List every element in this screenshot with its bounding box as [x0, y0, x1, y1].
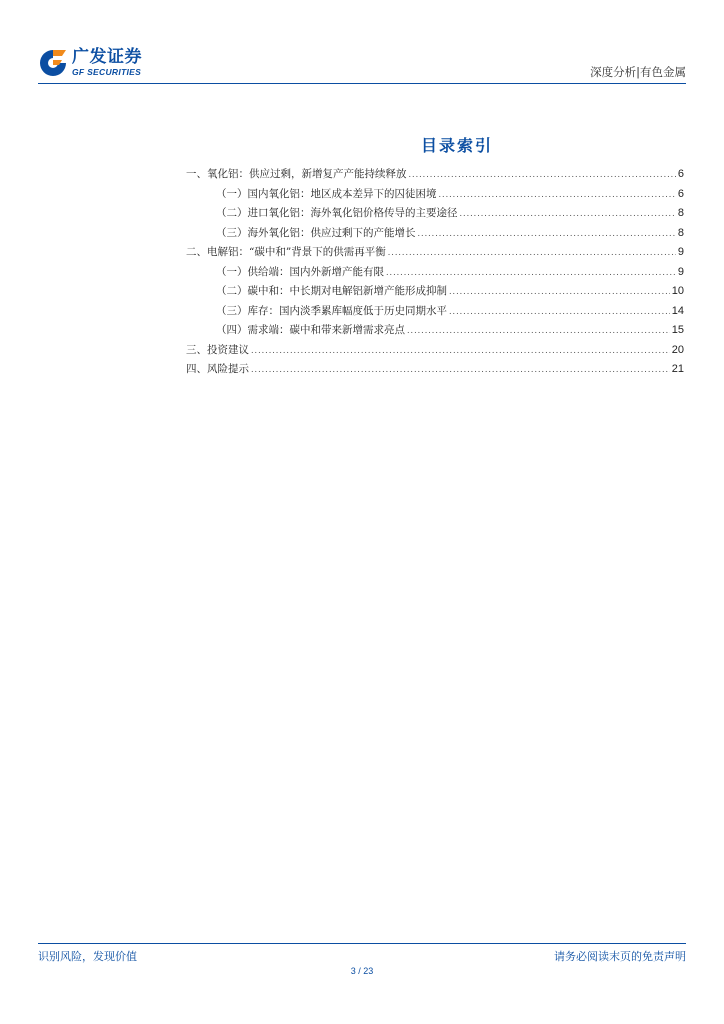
- toc-leader-dots: [418, 229, 676, 238]
- toc-entry-label: （一）供给端：国内外新增产能有限: [216, 265, 384, 278]
- toc-entry-page: 15: [671, 324, 684, 336]
- toc-leader-dots: [407, 326, 670, 335]
- toc-entry[interactable]: [186, 186, 684, 206]
- toc-entry[interactable]: [186, 166, 684, 186]
- toc-title: 目录索引: [420, 136, 493, 155]
- company-logo: [38, 48, 142, 78]
- logo-chinese-name: 广发证券: [72, 47, 142, 68]
- toc-entry-label: （四）需求端：碳中和带来新增需求亮点: [216, 324, 405, 336]
- toc-entry-page: 20: [671, 343, 684, 356]
- toc-leader-dots: [386, 268, 676, 277]
- toc-leader-dots: [409, 170, 676, 179]
- toc-entry-page: 8: [677, 207, 684, 219]
- toc-entry[interactable]: [186, 244, 684, 264]
- toc-entry-page: 6: [677, 187, 684, 200]
- toc-entry[interactable]: [186, 283, 684, 303]
- toc-entry-label: 一、氧化铝：供应过剩，新增复产产能持续释放: [186, 168, 407, 180]
- toc-entry-label: （二）进口氧化铝：海外氧化铝价格传导的主要途径: [216, 207, 458, 219]
- header-divider: [38, 83, 686, 84]
- toc-entry-label: （三）库存：国内淡季累库幅度低于历史同期水平: [216, 304, 447, 317]
- toc-entry-page: 9: [677, 265, 684, 278]
- toc-leader-dots: [460, 209, 676, 218]
- table-of-contents: [186, 166, 684, 381]
- toc-entry[interactable]: [186, 342, 684, 362]
- footer-disclaimer-note: 请务必阅读末页的免责声明: [554, 950, 686, 963]
- toc-entry-page: 10: [671, 285, 684, 297]
- page-number: 3 / 23: [350, 966, 374, 976]
- toc-entry-page: 9: [677, 246, 684, 258]
- toc-entry[interactable]: [186, 264, 684, 284]
- toc-entry[interactable]: [186, 225, 684, 245]
- toc-leader-dots: [251, 346, 670, 355]
- toc-entry-page: 6: [677, 168, 684, 180]
- footer-divider: [38, 943, 686, 944]
- toc-leader-dots: [449, 307, 670, 316]
- logo-english-name: GF SECURITIES: [72, 67, 142, 78]
- toc-leader-dots: [388, 248, 676, 257]
- footer-slogan: 识别风险，发现价值: [38, 950, 137, 963]
- toc-entry-label: （三）海外氧化铝：供应过剩下的产能增长: [216, 226, 416, 239]
- toc-entry[interactable]: [186, 205, 684, 225]
- toc-leader-dots: [439, 190, 676, 199]
- toc-entry[interactable]: [186, 361, 684, 381]
- toc-leader-dots: [251, 365, 670, 374]
- toc-entry[interactable]: [186, 322, 684, 342]
- toc-entry-label: 三、投资建议: [186, 343, 249, 356]
- toc-entry[interactable]: [186, 303, 684, 323]
- toc-entry-label: （二）碳中和：中长期对电解铝新增产能形成抑制: [216, 285, 447, 297]
- report-category: 深度分析|有色金属: [590, 65, 686, 79]
- gf-logo-icon: [38, 48, 68, 78]
- toc-entry-page: 14: [671, 304, 684, 317]
- toc-entry-label: 四、风险提示: [186, 363, 249, 375]
- toc-entry-label: 二、电解铝：“碳中和”背景下的供需再平衡: [186, 246, 386, 258]
- page-header: [38, 44, 686, 84]
- toc-entry-label: （一）国内氧化铝：地区成本差异下的囚徒困境: [216, 187, 437, 200]
- toc-entry-page: 21: [671, 363, 684, 375]
- toc-leader-dots: [449, 287, 670, 296]
- toc-entry-page: 8: [677, 226, 684, 239]
